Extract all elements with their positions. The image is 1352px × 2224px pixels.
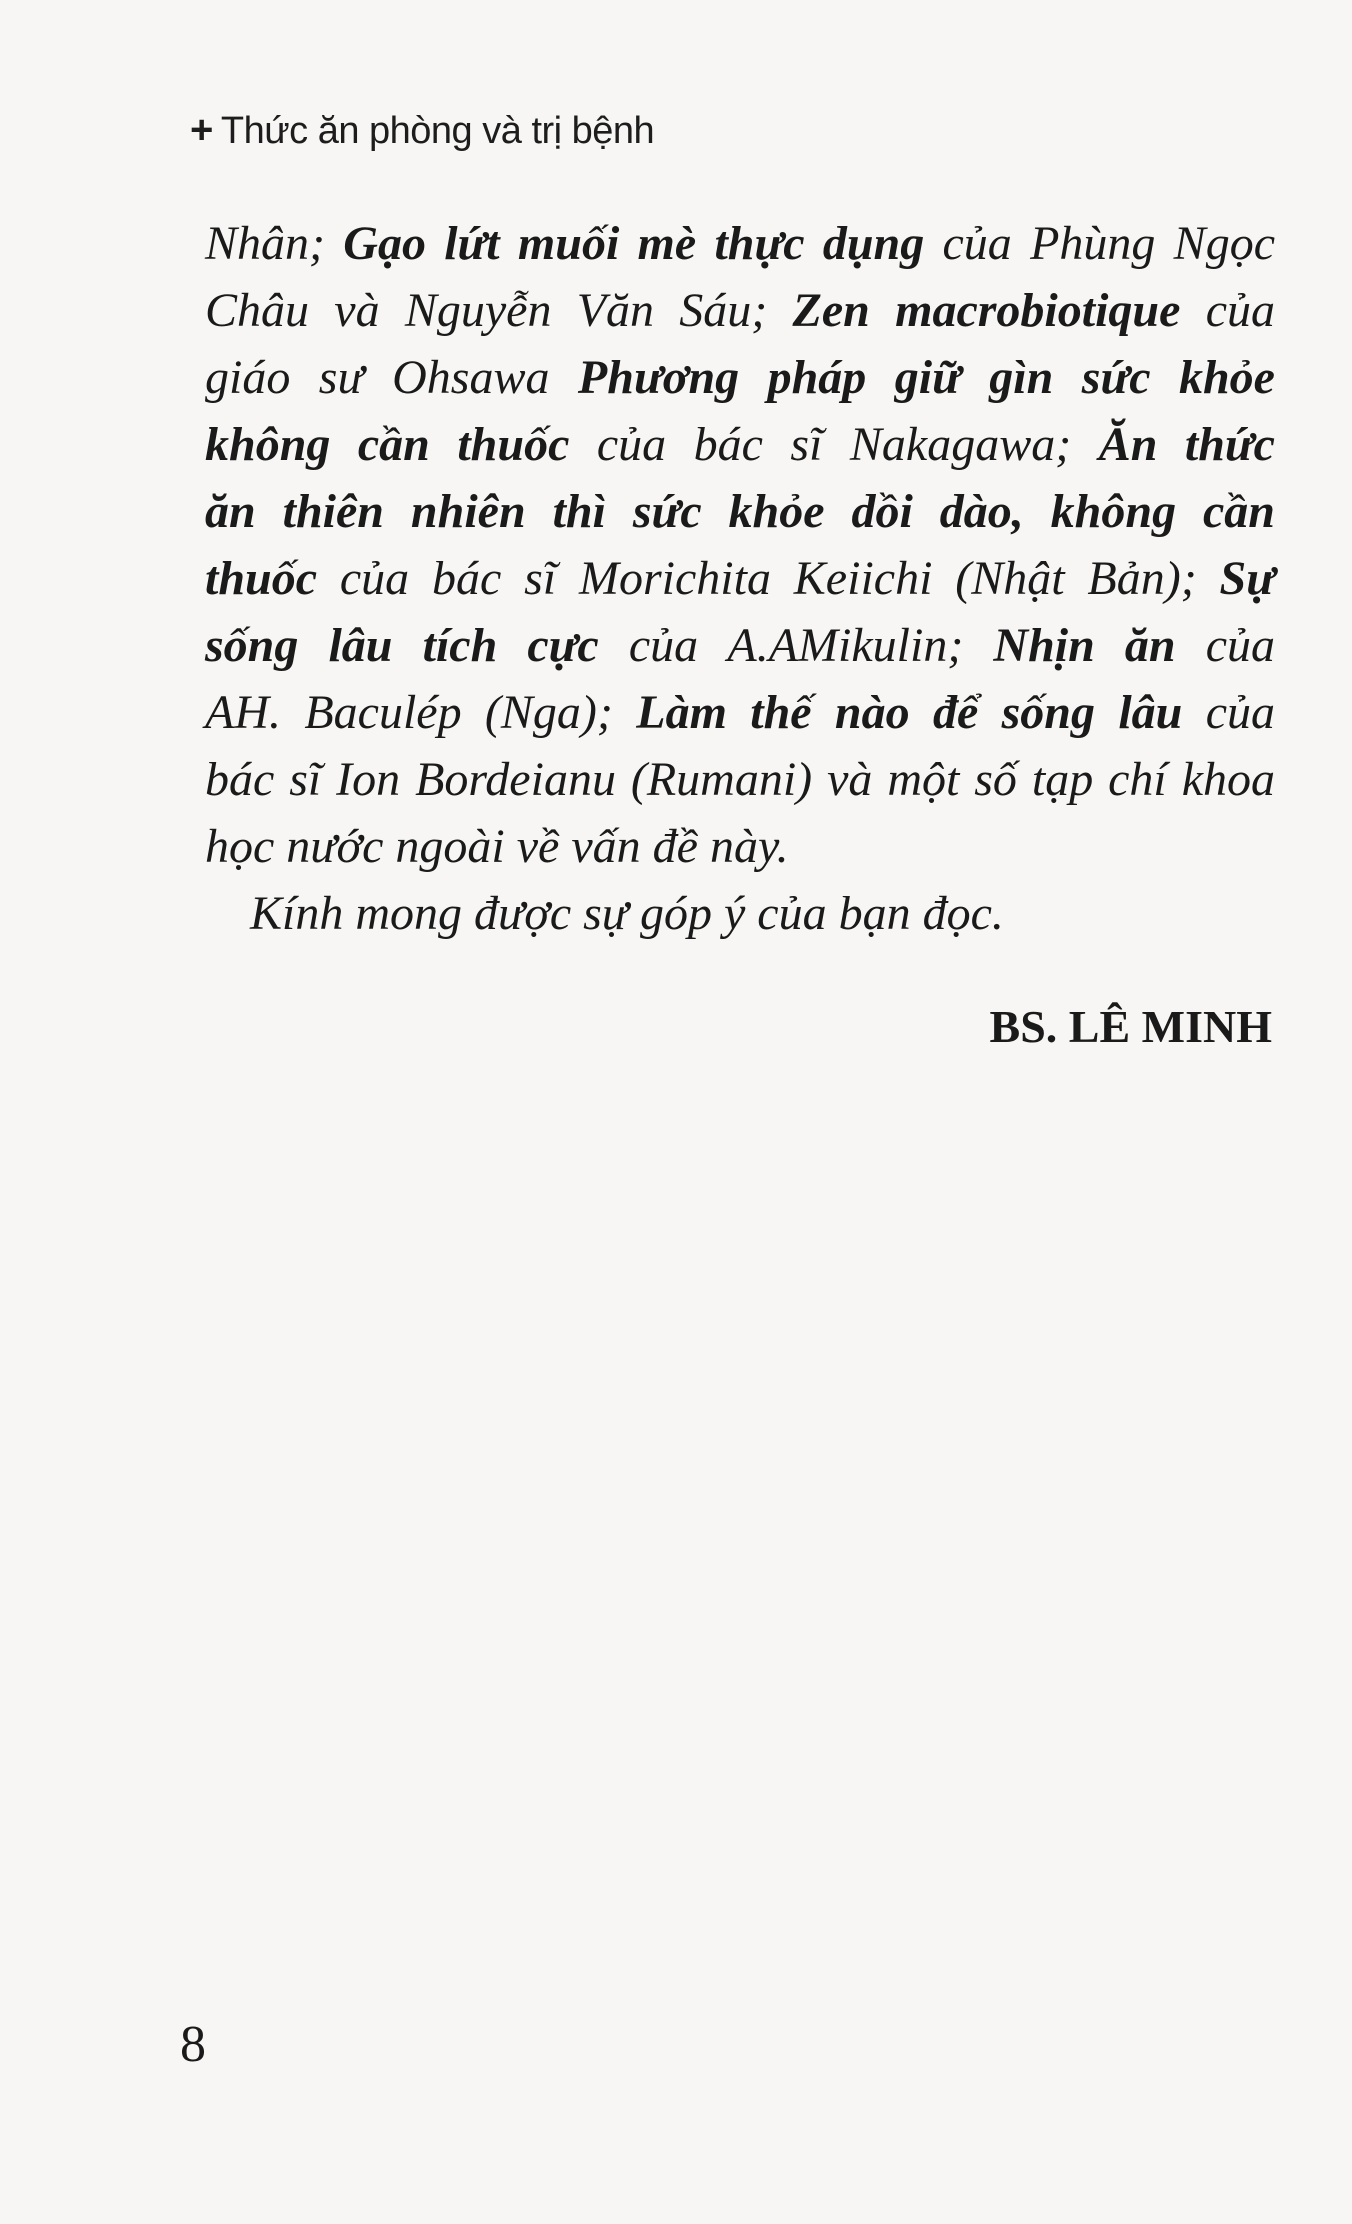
text-line-2: Châu và Nguyễn Văn Sáu; Zen macrobiotique của <box>205 284 1275 337</box>
text-line-10: học nước ngoài về vấn đề này. <box>205 820 789 873</box>
running-header <box>190 108 654 153</box>
text-line-9: bác sĩ Ion Bordeianu (Rumani) và một số tạp chí khoa <box>205 753 1275 806</box>
plus-icon: + <box>190 108 213 152</box>
text-line-4: không cần thuốc của bác sĩ Nakagawa; Ăn thức <box>205 418 1275 471</box>
page-number: 8 <box>180 2016 206 2073</box>
text-line-1: Nhân; Gạo lứt muối mè thực dụng của Phùng Ngọc <box>205 217 1275 270</box>
text-line-6: thuốc của bác sĩ Morichita Keiichi (Nhật Bản); Sự <box>205 552 1275 605</box>
author-signature: BS. LÊ MINH <box>989 1001 1272 1052</box>
body-paragraph <box>205 210 1275 947</box>
text-line-3: giáo sư Ohsawa Phương pháp giữ gìn sức khỏe <box>205 351 1275 404</box>
text-line-7: sống lâu tích cực của A.AMikulin; Nhịn ăn của <box>205 619 1275 672</box>
closing-line: Kính mong được sự góp ý của bạn đọc. <box>250 887 1004 940</box>
running-header-title: Thức ăn phòng và trị bệnh <box>220 110 655 152</box>
text-line-8: AH. Baculép (Nga); Làm thế nào để sống lâu của <box>205 686 1276 739</box>
text-line-5: ăn thiên nhiên thì sức khỏe dồi dào, không cần <box>205 485 1275 538</box>
